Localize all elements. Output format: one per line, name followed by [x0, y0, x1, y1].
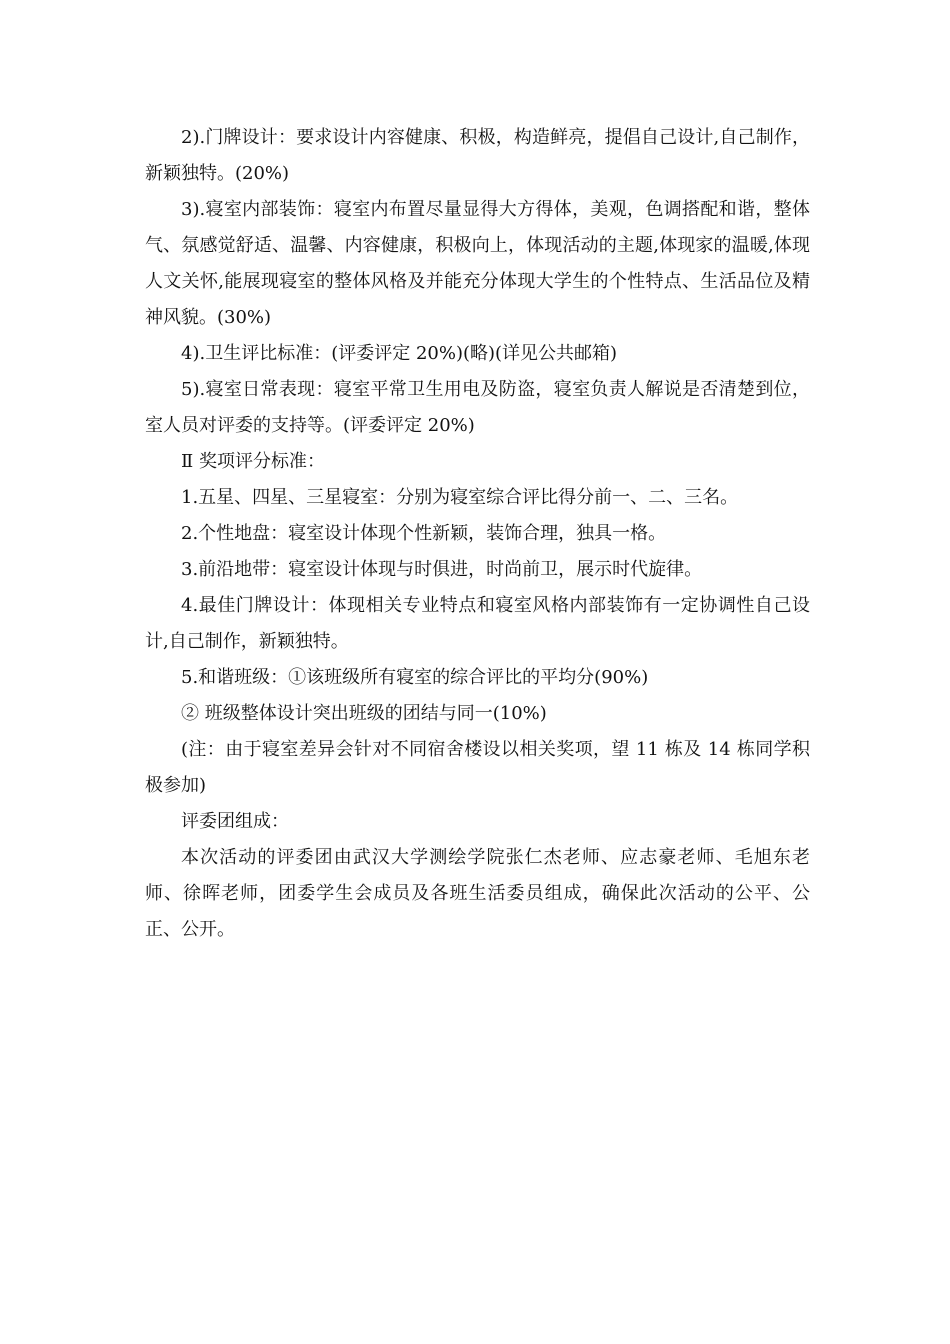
- award-item-harmonious-class: 5.和谐班级：①该班级所有寝室的综合评比的平均分(90%): [181, 667, 649, 688]
- award-item-best-doorplate: 4.最佳门牌设计：体现相关专业特点和寝室风格内部装饰有一定协调性自己设计,自己制作，新颖独特。: [145, 595, 810, 652]
- award-item-personal-space: 2.个性地盘：寝室设计体现个性新颖，装饰合理，独具一格。: [181, 523, 667, 544]
- paragraph-doorplate-design: 2).门牌设计：要求设计内容健康、积极，构造鲜亮，提倡自己设计,自己制作，新颖独特。(20%): [145, 127, 810, 184]
- paragraph-interior-decoration: 3).寝室内部装饰：寝室内布置尽量显得大方得体，美观，色调搭配和谐，整体气、氛感觉舒适、温馨、内容健康，积极向上，体现活动的主题,体现家的温暖,体现人文关怀,能展现寝室的整体风格及并能充分体现大学生的个性特点、生活品位及精神风貌。(30%): [145, 199, 810, 328]
- paragraph-jury-composition: 本次活动的评委团由武汉大学测绘学院张仁杰老师、应志豪老师、毛旭东老师、徐晖老师，团委学生会成员及各班生活委员组成，确保此次活动的公平、公正、公开。: [145, 847, 810, 940]
- award-item-star-dorms: 1.五星、四星、三星寝室：分别为寝室综合评比得分前一、二、三名。: [181, 487, 739, 508]
- paragraph-note: (注：由于寝室差异会针对不同宿舍楼设以相关奖项，望 11 栋及 14 栋同学积极参加): [145, 739, 810, 796]
- award-item-class-design: ② 班级整体设计突出班级的团结与同一(10%): [181, 703, 547, 724]
- document-page: [145, 120, 810, 948]
- paragraph-hygiene-standard: 4).卫生评比标准：(评委评定 20%)(略)(详见公共邮箱): [181, 343, 618, 364]
- paragraph-daily-performance: 5).寝室日常表现：寝室平常卫生用电及防盗，寝室负责人解说是否清楚到位，室人员对评委的支持等。(评委评定 20%): [145, 379, 810, 436]
- section-heading-jury: 评委团组成：: [181, 811, 289, 832]
- award-item-frontier-zone: 3.前沿地带：寝室设计体现与时俱进，时尚前卫，展示时代旋律。: [181, 559, 703, 580]
- section-heading-award-criteria: Ⅱ 奖项评分标准：: [181, 451, 325, 472]
